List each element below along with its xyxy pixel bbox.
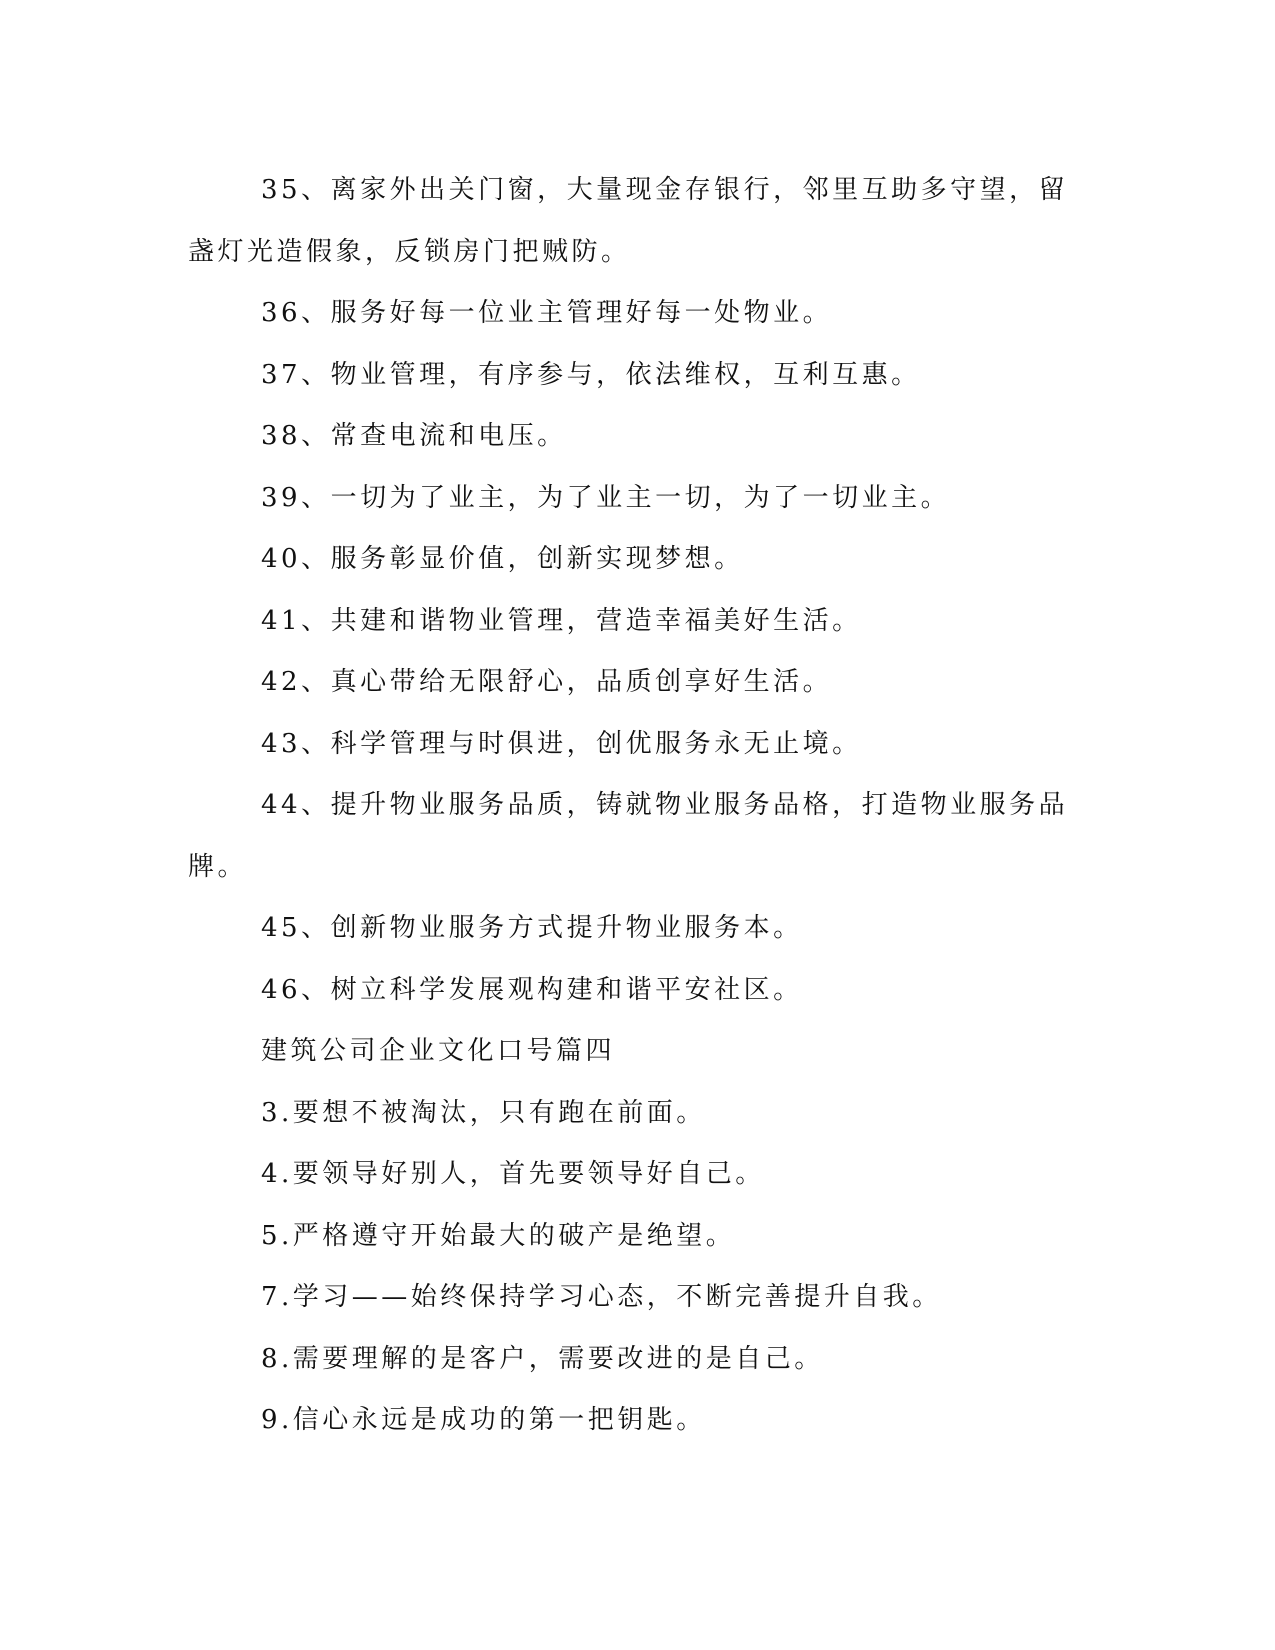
paragraph-35: 35、离家外出关门窗，大量现金存银行，邻里互助多守望，留盏灯光造假象，反锁房门把贼防。 — [188, 175, 1069, 267]
paragraph-42: 42、真心带给无限舒心，品质创享好生活。 — [261, 667, 833, 697]
slogan-7: 7.学习——始终保持学习心态，不断完善提升自我。 — [261, 1282, 942, 1312]
paragraph-46: 46、树立科学发展观构建和谐平安社区。 — [261, 974, 803, 1005]
paragraph-41: 41、共建和谐物业管理，营造幸福美好生活。 — [261, 605, 862, 636]
document-body — [188, 160, 1078, 1452]
paragraph-45: 45、创新物业服务方式提升物业服务本。 — [261, 913, 803, 943]
paragraph-37: 37、物业管理，有序参与，依法维权，互利互惠。 — [261, 359, 921, 390]
paragraph-40: 40、服务彰显价值，创新实现梦想。 — [261, 544, 744, 574]
section-heading: 建筑公司企业文化口号篇四 — [261, 1036, 616, 1066]
paragraph-36: 36、服务好每一位业主管理好每一处物业。 — [261, 298, 833, 328]
paragraph-43: 43、科学管理与时俱进，创优服务永无止境。 — [261, 728, 862, 759]
slogan-3: 3.要想不被淘汰，只有跑在前面。 — [261, 1097, 706, 1128]
slogan-4: 4.要领导好别人，首先要领导好自己。 — [261, 1159, 765, 1189]
paragraph-44: 44、提升物业服务品质，铸就物业服务品格，打造物业服务品牌。 — [188, 790, 1069, 882]
slogan-9: 9.信心永远是成功的第一把钥匙。 — [261, 1405, 706, 1435]
paragraph-39: 39、一切为了业主，为了业主一切，为了一切业主。 — [261, 482, 951, 513]
slogan-8: 8.需要理解的是客户，需要改进的是自己。 — [261, 1343, 824, 1374]
paragraph-38: 38、常查电流和电压。 — [261, 421, 567, 451]
slogan-5: 5.严格遵守开始最大的破产是绝望。 — [261, 1220, 736, 1251]
